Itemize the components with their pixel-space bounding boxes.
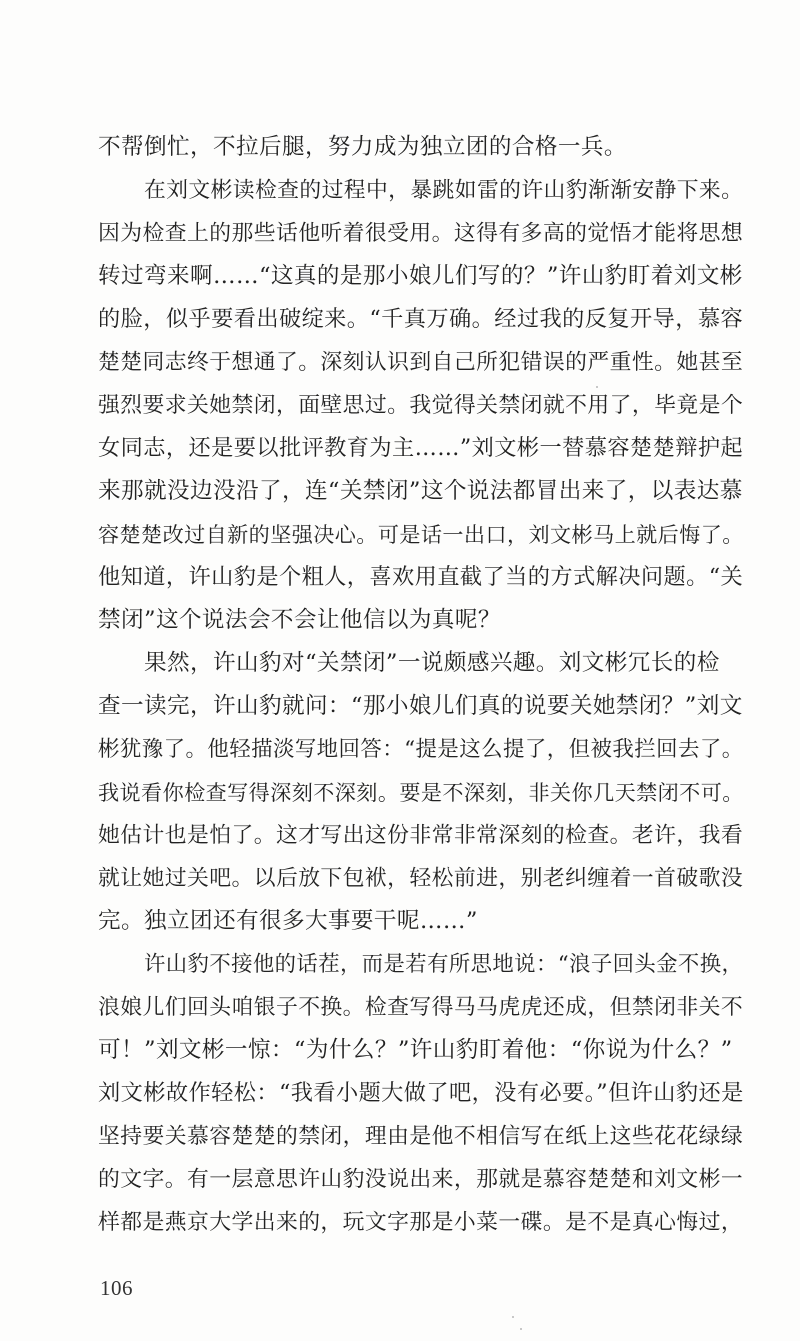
text-line: 完。独立团还有很多大事要干呢……” bbox=[98, 908, 478, 934]
text-line: 在刘文彬读检查的过程中，暴跳如雷的许山豹渐渐安静下来。 bbox=[144, 178, 744, 203]
text-line: 浪娘儿们回头咱银子不换。检查写得马马虎虎还成，但禁闭非关不 bbox=[98, 995, 744, 1020]
text-line: 彬犹豫了。他轻描淡写地回答：“提是这么提了，但被我拦回去了。 bbox=[98, 737, 744, 762]
text-line: 女同志，还是要以批评教育为主……”刘文彬一替慕容楚楚辩护起 bbox=[98, 435, 744, 461]
text-line: 我说看你检查写得深刻不深刻。要是不深刻，非关你几天禁闭不可。 bbox=[98, 780, 744, 805]
text-line: 可！”刘文彬一惊：“为什么？”许山豹盯着他：“你说为什么？” bbox=[98, 1037, 733, 1063]
text-line: 果然，许山豹对“关禁闭”一说颇感兴趣。刘文彬冗长的检 bbox=[144, 650, 720, 676]
scan-speck bbox=[512, 1316, 514, 1318]
text-line: 样都是燕京大学出来的，玩文字那是小菜一碟。是不是真心悔过， bbox=[98, 1210, 744, 1235]
text-line: 的文字。有一层意思许山豹没说出来，那就是慕容楚楚和刘文彬一 bbox=[98, 1167, 744, 1192]
text-line: 来那就没边没沿了，连“关禁闭”这个说法都冒出来了，以表达慕 bbox=[98, 478, 743, 504]
text-line: 不帮倒忙，不拉后腿，努力成为独立团的合格一兵。 bbox=[98, 134, 627, 160]
text-line: 的脸，似乎要看出破绽来。“千真万确。经过我的反复开导，慕容 bbox=[98, 306, 744, 332]
text-line: 坚持要关慕容楚楚的禁闭，理由是他不相信写在纸上这些花花绿绿 bbox=[98, 1124, 744, 1149]
text-line: 强烈要求关她禁闭，面壁思过。我觉得关禁闭就不用了，毕竟是个 bbox=[98, 393, 744, 418]
text-line: 他知道，许山豹是个粗人，喜欢用直截了当的方式解决问题。“关 bbox=[98, 564, 744, 590]
text-line: 刘文彬故作轻松：“我看小题大做了吧，没有必要。”但许山豹还是 bbox=[98, 1080, 744, 1106]
scan-speck bbox=[520, 1328, 522, 1330]
page-number: 106 bbox=[100, 1276, 133, 1300]
text-line: 就让她过关吧。以后放下包袱，轻松前进，别老纠缠着一首破歌没 bbox=[98, 866, 744, 891]
text-line: 转过弯来啊……“这真的是那小娘儿们写的？”许山豹盯着刘文彬 bbox=[98, 263, 743, 289]
text-line: 她估计也是怕了。这才写出这份非常非常深刻的检查。老许，我看 bbox=[98, 823, 744, 848]
text-line: 楚楚同志终于想通了。深刻认识到自己所犯错误的严重性。她甚至 bbox=[98, 350, 744, 375]
text-line: 容楚楚改过自新的坚强决心。可是话一出口，刘文彬马上就后悔了。 bbox=[98, 522, 744, 547]
body-text bbox=[98, 126, 743, 1244]
text-line: 许山豹不接他的话茬，而是若有所思地说：“浪子回头金不换， bbox=[144, 952, 744, 977]
text-line: 禁闭”这个说法会不会让他信以为真呢？ bbox=[98, 607, 501, 633]
scan-speck bbox=[596, 386, 598, 388]
text-line: 查一读完，许山豹就问：“那小娘儿们真的说要关她禁闭？”刘文 bbox=[98, 693, 743, 719]
text-line: 因为检查上的那些话他听着很受用。这得有多高的觉悟才能将思想 bbox=[98, 221, 744, 246]
